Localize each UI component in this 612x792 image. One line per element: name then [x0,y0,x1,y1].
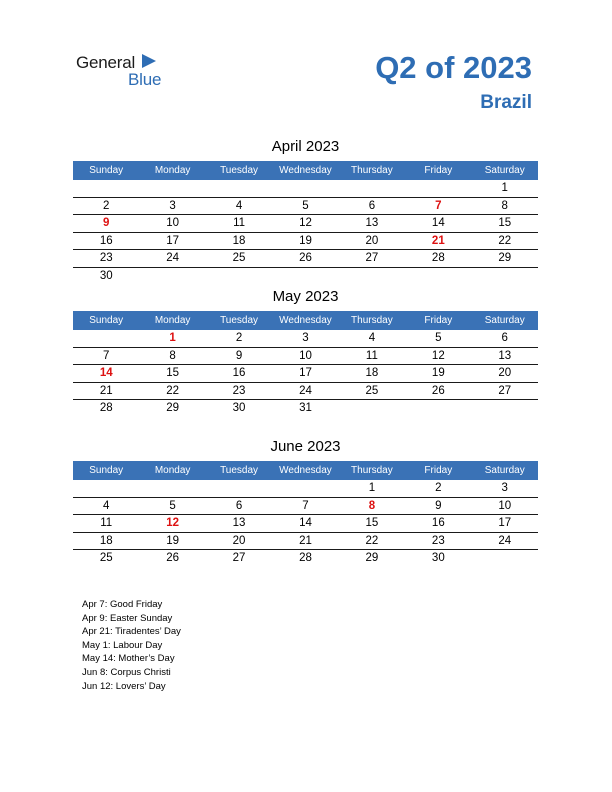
day-cell [139,480,205,497]
day-cell: 17 [299,367,312,380]
day-cell: 20 [232,534,246,547]
day-cell: 14 [99,367,113,380]
day-cell: 12 [166,517,180,530]
day-cell: 26 [299,252,312,265]
day-cell: 3 [169,199,176,212]
day-cell: 16 [99,234,113,247]
day-cell: 28 [431,252,445,265]
weekday-label: Saturday [484,465,525,476]
day-cell: 30 [232,402,246,415]
holiday-item: May 1: Labour Day [82,639,163,651]
weekday-label: Tuesday [220,465,259,476]
day-cell [472,400,538,418]
weekday-label: Friday [424,315,453,326]
logo-word-general: General [76,53,136,72]
week-row [73,250,538,268]
day-cell: 9 [103,217,110,230]
day-cell: 30 [431,552,445,565]
day-cell: 5 [302,199,309,212]
week-row [73,330,538,348]
day-cell: 2 [103,199,110,212]
weekday-label: Wednesday [279,315,332,326]
weekday-label: Friday [424,165,453,176]
day-cell [206,268,272,286]
day-cell: 25 [365,384,379,397]
weekday-label: Tuesday [220,165,259,176]
weekday-label: Sunday [89,165,124,176]
day-cell [73,180,139,197]
day-cell [472,550,538,568]
day-cell: 27 [365,252,379,265]
day-cell: 22 [365,534,379,547]
day-cell [405,180,471,197]
day-cell: 18 [99,534,113,547]
day-cell: 16 [232,367,246,380]
holiday-item: Apr 7: Good Friday [82,599,163,610]
day-cell: 10 [498,499,512,512]
month-title: June 2023 [270,438,341,455]
day-cell: 11 [100,517,113,530]
day-cell [339,180,405,197]
weekday-label: Sunday [89,465,124,476]
day-cell [73,480,139,497]
day-cell: 15 [498,217,512,230]
day-cell: 7 [302,499,309,512]
day-cell: 26 [431,384,445,397]
day-cell: 24 [166,252,180,265]
day-cell: 12 [431,349,445,362]
day-cell: 4 [235,199,243,212]
day-cell: 26 [166,552,180,565]
day-cell: 29 [365,552,379,565]
weekday-header [73,311,538,330]
week-row [73,480,538,498]
day-cell: 23 [232,384,246,397]
weekday-label: Friday [424,465,453,476]
day-cell: 6 [501,332,508,344]
day-cell: 6 [368,199,376,212]
week-row [73,268,538,286]
weekday-label: Sunday [89,315,124,326]
week-row [73,215,538,233]
day-cell: 22 [498,234,512,247]
day-cell: 22 [166,384,180,397]
day-cell: 10 [166,217,180,230]
day-cell: 25 [99,552,113,565]
month-april [73,136,538,286]
day-cell: 31 [299,402,312,415]
day-cell: 8 [169,349,176,362]
month-grid [73,180,538,286]
weekday-label: Monday [154,465,191,476]
day-cell: 3 [501,482,508,494]
day-cell: 10 [299,349,312,362]
day-cell: 2 [435,482,442,494]
day-cell [472,268,538,286]
day-cell: 5 [435,332,442,344]
day-cell: 14 [299,517,312,530]
week-row [73,348,538,366]
month-grid [73,480,538,568]
day-cell: 29 [498,252,512,265]
day-cell [272,480,338,497]
month-title: April 2023 [271,138,340,155]
weekday-label: Thursday [351,315,393,326]
day-cell: 19 [431,367,445,380]
day-cell: 13 [232,517,246,530]
weekday-header [73,461,538,480]
day-cell: 16 [431,517,445,530]
day-cell [272,268,338,286]
weekday-label: Wednesday [279,465,332,476]
week-row [73,533,538,551]
day-cell: 19 [166,534,180,547]
day-cell: 7 [435,199,442,212]
week-row [73,180,538,198]
day-cell [272,180,338,197]
day-cell: 5 [169,499,176,512]
day-cell: 27 [498,384,512,397]
day-cell [139,268,205,286]
month-grid [73,330,538,418]
weekday-label: Tuesday [220,315,259,326]
day-cell: 20 [365,234,379,247]
holiday-item: Apr 21: Tiradentes’ Day [82,626,181,638]
day-cell [73,330,139,347]
day-cell: 29 [166,402,180,415]
day-cell: 4 [103,499,110,512]
day-cell: 1 [501,182,508,194]
week-row [73,365,538,383]
logo [76,50,176,90]
day-cell: 4 [368,332,376,344]
day-cell: 9 [235,349,243,362]
day-cell: 9 [435,499,442,512]
day-cell [206,480,272,497]
weekday-label: Saturday [484,165,525,176]
holiday-item: Jun 12: Lovers’ Day [82,680,166,692]
day-cell: 12 [299,217,312,230]
day-cell [139,180,205,197]
weekday-header [73,161,538,180]
day-cell: 17 [498,517,512,530]
day-cell: 15 [166,367,180,380]
day-cell: 20 [498,367,512,380]
holiday-list [82,598,181,693]
holiday-item: Apr 9: Easter Sunday [82,612,173,624]
logo-triangle-icon [142,54,156,68]
weekday-label: Saturday [484,315,525,326]
day-cell: 13 [498,349,512,362]
page-title: Q2 of 2023 [375,50,532,85]
day-cell: 21 [299,534,312,547]
day-cell: 23 [431,534,445,547]
day-cell: 24 [498,534,512,547]
weekday-label: Wednesday [279,165,332,176]
week-row [73,498,538,516]
day-cell: 1 [368,482,376,494]
week-row [73,550,538,568]
day-cell: 8 [501,199,508,212]
day-cell: 6 [235,499,243,512]
day-cell: 24 [299,384,312,397]
week-row [73,383,538,401]
weekday-label: Monday [154,165,191,176]
day-cell: 30 [99,269,113,282]
day-cell: 25 [232,252,246,265]
day-cell: 18 [232,234,246,247]
day-cell: 21 [99,384,113,397]
weekday-label: Thursday [351,165,393,176]
day-cell: 11 [365,349,378,362]
week-row [73,515,538,533]
day-cell [405,268,471,286]
month-june [73,436,538,568]
day-cell: 17 [166,234,180,247]
day-cell: 28 [99,402,113,415]
day-cell: 13 [365,217,379,230]
country-name: Brazil [480,92,532,113]
week-row [73,400,538,418]
day-cell: 18 [365,367,379,380]
week-row [73,233,538,251]
day-cell: 19 [299,234,312,247]
day-cell: 23 [99,252,113,265]
day-cell: 7 [103,349,110,362]
day-cell: 11 [233,217,246,230]
weekday-label: Thursday [351,465,393,476]
day-cell [206,180,272,197]
day-cell: 27 [232,552,246,565]
day-cell [339,400,405,418]
day-cell: 8 [368,499,376,512]
holiday-item: Jun 8: Corpus Christi [82,666,171,678]
day-cell: 3 [302,332,309,344]
day-cell: 1 [169,332,176,344]
day-cell: 14 [431,217,445,230]
day-cell: 15 [365,517,379,530]
day-cell: 2 [235,332,243,344]
day-cell [405,400,471,418]
day-cell: 28 [299,552,312,565]
day-cell: 21 [431,234,445,247]
month-may [73,286,538,418]
day-cell [339,268,405,286]
holiday-item: May 14: Mother’s Day [82,653,175,665]
weekday-label: Monday [154,315,191,326]
month-title: May 2023 [272,288,339,305]
week-row [73,198,538,216]
logo-word-blue: Blue [128,70,162,89]
